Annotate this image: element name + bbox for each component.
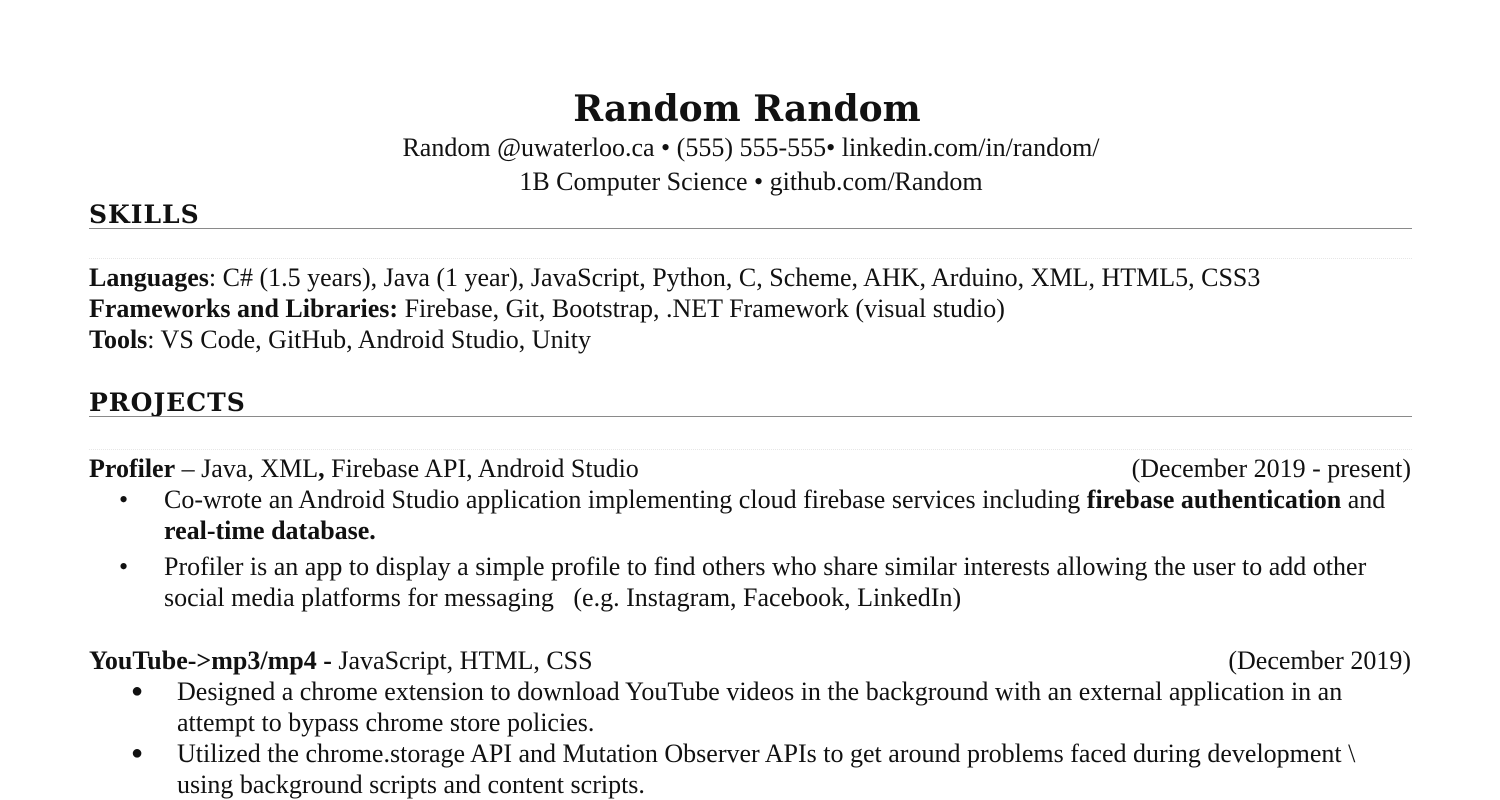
bullet-text: Profiler is an app to display a simple profile to find others who share similar interests allowing the user to add other social media platforms for messaging (e.g. Instagram, Facebook, LinkedIn) — [164, 552, 1373, 612]
languages-value: : C# (1.5 years), Java (1 year), JavaScript, Python, C, Scheme, AHK, Arduino, XML, HTML5, CSS3 — [208, 263, 1261, 292]
project-date: (December 2019) — [1228, 646, 1411, 675]
contact-line-1: Random @uwaterloo.ca • (555) 555-555• linkedin.com/in/random/ — [402, 133, 1100, 162]
list-item — [177, 738, 1412, 800]
frameworks-value: Firebase, Git, Bootstrap, .NET Framework (visual studio) — [398, 294, 1005, 323]
bullet-glyph: ● — [131, 742, 144, 764]
list-item — [177, 676, 1412, 738]
frameworks-label: Frameworks and Libraries: — [89, 294, 399, 323]
list-item — [164, 551, 1414, 613]
project-date: (December 2019 - present) — [1131, 454, 1411, 483]
bullet-bold: firebase authentication — [1086, 485, 1342, 514]
skills-tools — [89, 324, 591, 355]
bullet-bold: real-time database. — [164, 516, 376, 545]
project-name: YouTube->mp3/mp4 - — [89, 646, 332, 675]
projects-heading: PROJECTS — [89, 388, 246, 417]
bullet-glyph: • — [119, 485, 129, 514]
project-tech: JavaScript, HTML, CSS — [331, 646, 593, 675]
tools-value: : VS Code, GitHub, Android Studio, Unity — [147, 325, 592, 354]
project-tech-rest: Firebase API, Android Studio — [324, 454, 639, 483]
project-youtube-title — [89, 645, 593, 676]
projects-faint-divider — [89, 449, 1412, 450]
skills-divider — [89, 228, 1412, 229]
bullet-glyph: ● — [131, 680, 144, 702]
skills-faint-divider — [89, 258, 1412, 259]
bullet-glyph: • — [119, 552, 129, 581]
languages-label: Languages — [89, 263, 209, 292]
skills-languages — [89, 262, 1260, 293]
contact-line-2: 1B Computer Science • github.com/Random — [519, 167, 983, 196]
candidate-name: Random Random — [573, 88, 921, 130]
project-tech-comma: , — [318, 454, 325, 483]
skills-frameworks — [89, 293, 1005, 324]
project-name: Profiler — [89, 454, 176, 483]
tools-label: Tools — [89, 325, 148, 354]
list-item — [164, 484, 1414, 546]
project-profiler-title — [89, 453, 639, 484]
bullet-text: Co-wrote an Android Studio application implementing cloud firebase services including — [164, 485, 1087, 514]
skills-heading: SKILLS — [89, 200, 200, 229]
bullet-text: Designed a chrome extension to download YouTube videos in the background with an external application in an attempt to bypass chrome store policies. — [177, 677, 1343, 737]
bullet-text: and — [1341, 485, 1386, 514]
projects-divider — [89, 416, 1412, 417]
bullet-text: Utilized the chrome.storage API and Mutation Observer APIs to get around problems faced during development \ using background scripts and content scripts. — [177, 739, 1356, 799]
project-tech: – Java, XML — [175, 454, 319, 483]
